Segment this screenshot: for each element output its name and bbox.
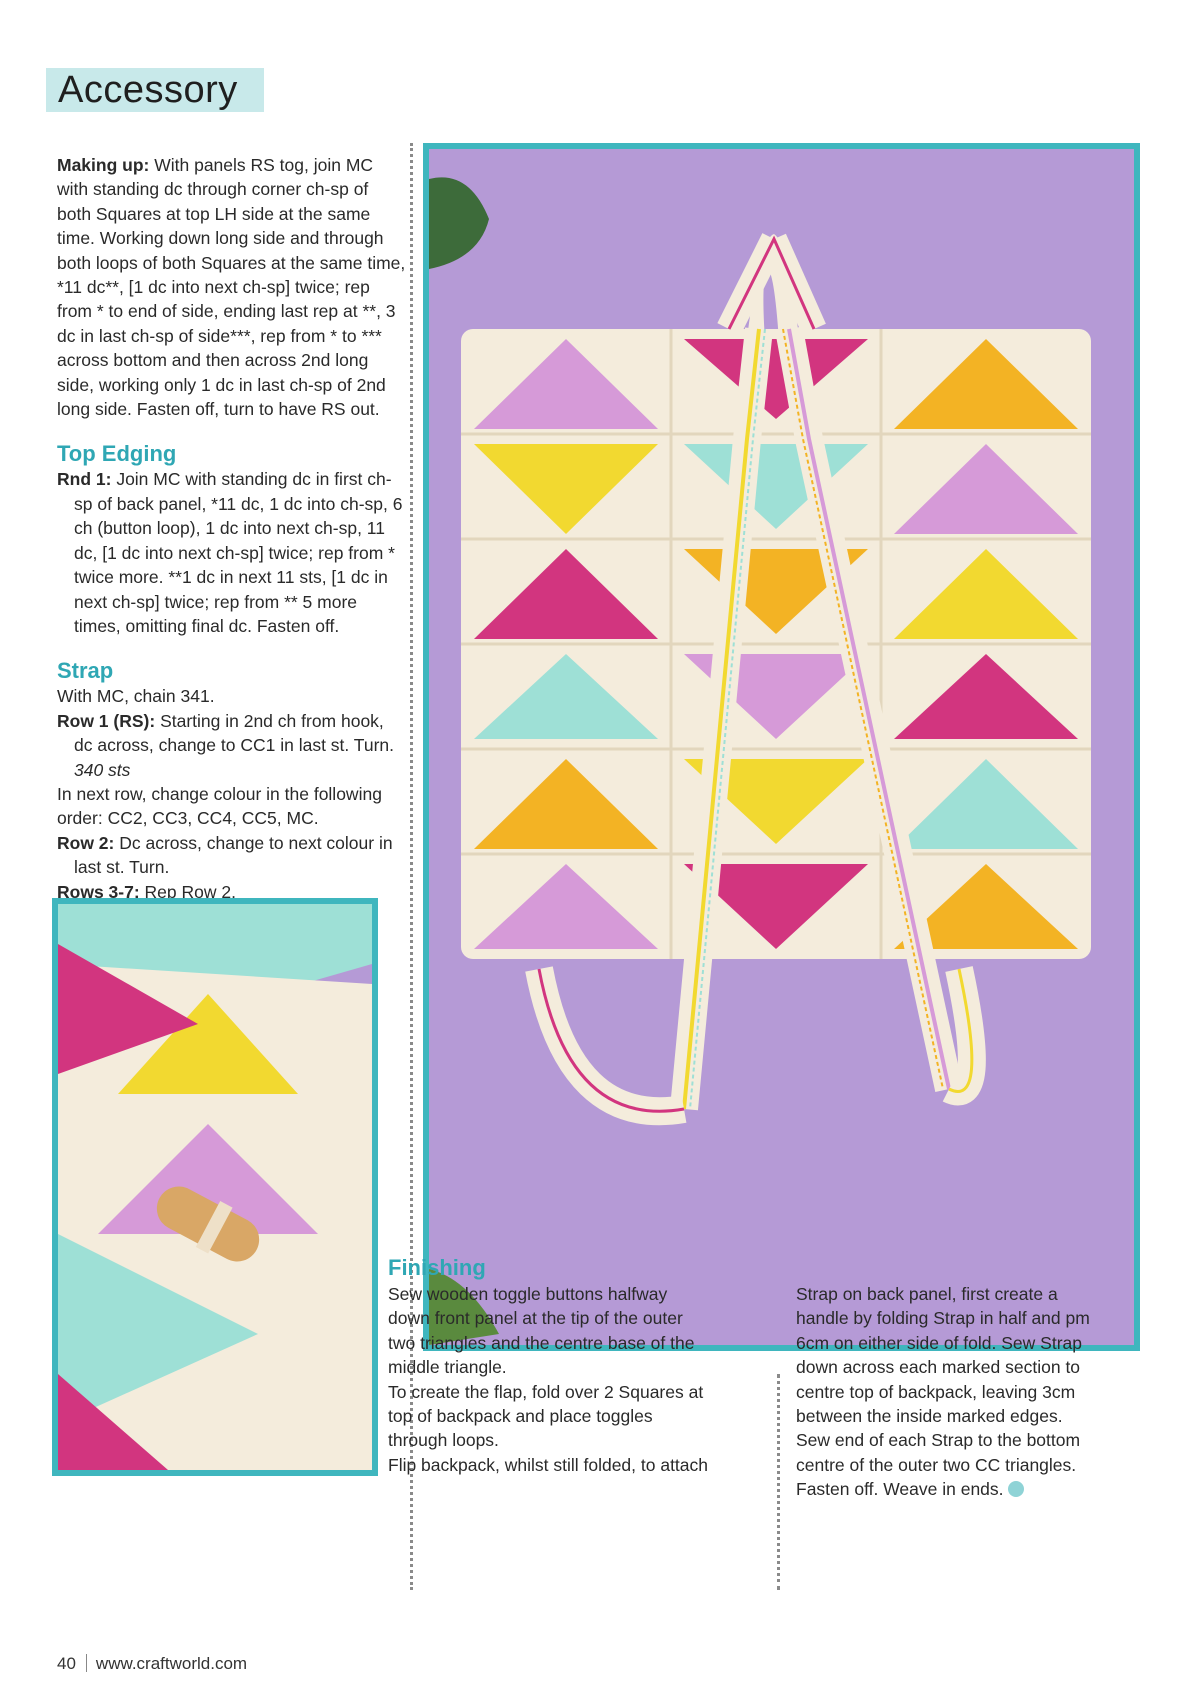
section-tab: [46, 68, 264, 112]
finishing-p2: To create the flap, fold over 2 Squares at top of backpack and place toggles through loops.: [388, 1381, 704, 1451]
top-edging-heading: Top Edging: [57, 441, 177, 467]
row2-paragraph: Row 2: Dc across, change to next colour in last st. Turn.: [57, 832, 393, 878]
finishing-p3: Flip backpack, whilst still folded, to attach: [388, 1454, 709, 1475]
left-text-column: [57, 153, 407, 928]
footer-url[interactable]: www.craftworld.com: [95, 1654, 248, 1673]
finishing-divider: [777, 1374, 780, 1590]
footer: [57, 1654, 247, 1674]
toggle-detail-photo: [52, 898, 378, 1476]
strap-intro: With MC, chain 341.: [57, 686, 215, 707]
finishing-right-p1: Strap on back panel, first create a handle by folding Strap in half and pm 6cm on either side of fold. Sew Strap down across each marked section to centre top of backpack, leaving 3cm between the inside marked edges. Sew end of each Strap to the bottom centre of the outer two CC triangles. Fasten off. Weave in ends.: [796, 1284, 1090, 1500]
finishing-heading: Finishing: [388, 1255, 486, 1280]
toggle-detail-illustration: [58, 904, 372, 1470]
yarn-ball-icon: [1008, 1481, 1024, 1497]
finishing-p1: Sew wooden toggle buttons halfway down front panel at the tip of the outer two triangles and the centre base of the middle triangle.: [388, 1284, 695, 1378]
rnd1-paragraph: Rnd 1: Join MC with standing dc in first ch-sp of back panel, *11 dc, 1 dc into ch-sp, 6 ch (button loop), 1 dc into next ch-sp, 11 dc, [1 dc into next ch-sp] twice; rep from * twice more. **1 dc in next 11 sts, [1 dc in next ch-sp] twice; rep from ** 5 more times, omitting final dc. Fasten off.: [57, 469, 403, 636]
section-title: Accessory: [58, 69, 238, 111]
rows37-paragraph: Rows 3-7: Rep Row 2.: [57, 881, 236, 902]
strap-heading: Strap: [57, 658, 114, 684]
finishing-left-column: [388, 1282, 708, 1477]
row1-paragraph: Row 1 (RS): Starting in 2nd ch from hook, dc across, change to CC1 in last st. Turn.: [57, 710, 395, 756]
row1-count: 340 sts: [74, 759, 131, 780]
page-number: 40: [57, 1654, 76, 1673]
backpack-photo: [423, 143, 1140, 1351]
making-up-paragraph: Making up: With panels RS tog, join MC with standing dc through corner ch-sp of both Squares at top LH side at the same time. Working down long side and through both loops of both Squares at the same time, *11 dc**, [1 dc into next ch-sp] twice; rep from * to end of side, ending last rep at **, 3 dc in last ch-sp of side***, rep from * to *** across bottom and then across 2nd long side, working only 1 dc in last ch-sp of 2nd long side. Fasten off, turn to have RS out.: [57, 155, 406, 420]
backpack-illustration: [429, 149, 1134, 1345]
footer-separator: [86, 1654, 87, 1672]
finishing-right-column: [796, 1282, 1096, 1502]
colour-note: In next row, change colour in the following order: CC2, CC3, CC4, CC5, MC.: [57, 783, 382, 829]
